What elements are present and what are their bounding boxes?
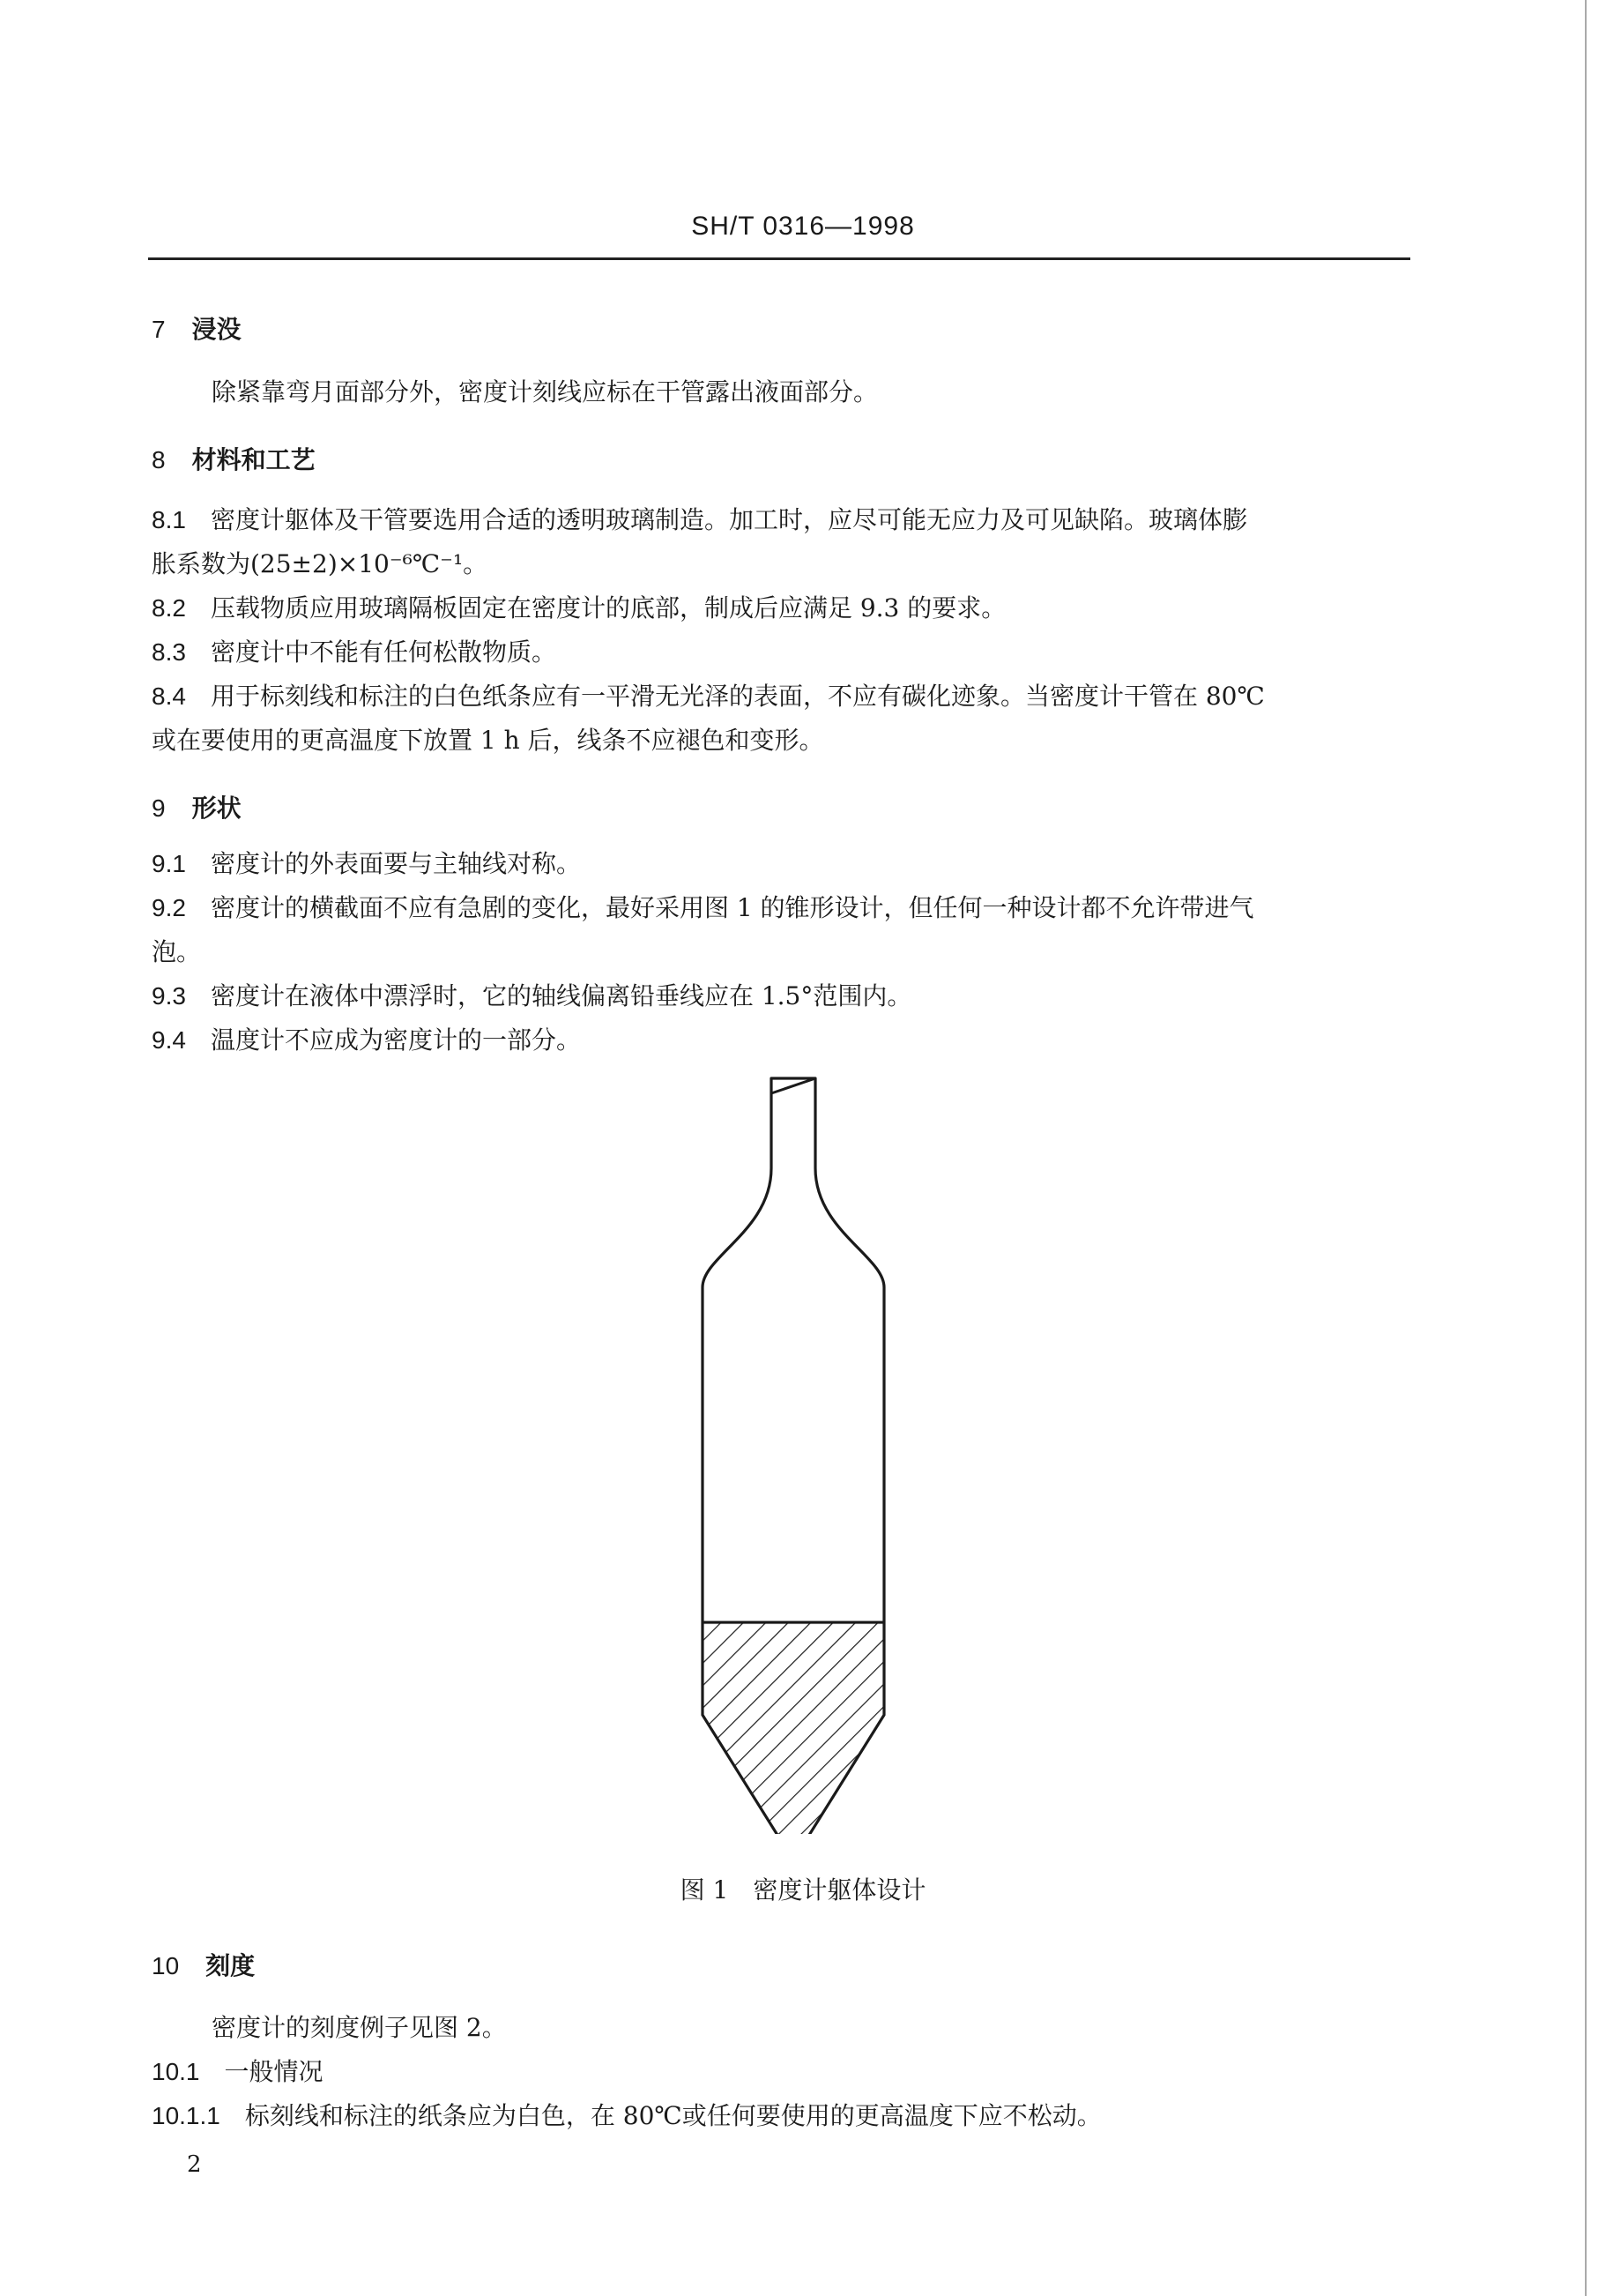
clause-text: 用于标刻线和标注的白色纸条应有一平滑无光泽的表面，不应有碳化迹象。当密度计干管在 80℃ [210, 682, 1265, 711]
stem-top-line [771, 1078, 815, 1093]
header-divider [148, 257, 1410, 260]
clause-8-1-continued: 胀系数为(25±2)×10⁻⁶℃⁻¹。 [152, 549, 488, 578]
clause-number: 8.2 [152, 594, 186, 622]
clause-number: 8.3 [152, 638, 186, 666]
ballast-hatch [703, 1622, 884, 1834]
clause-text: 密度计的横截面不应有急剧的变化，最好采用图 1 的锥形设计，但任何一种设计都不允许带进气 [210, 893, 1254, 922]
clause-number: 8.1 [152, 506, 186, 533]
clause-number: 10.1.1 [152, 2102, 220, 2129]
section-8-heading [152, 441, 316, 476]
clause-8-1 [152, 498, 1412, 542]
clause-number: 9.1 [152, 850, 186, 877]
section-number: 10 [152, 1952, 180, 1979]
clause-9-4 [152, 1018, 1412, 1062]
clause-8-2 [152, 586, 1412, 630]
clause-9-2 [152, 886, 1412, 930]
clause-text: 标刻线和标注的纸条应为白色，在 80℃或任何要使用的更高温度下应不松动。 [244, 2101, 1102, 2130]
section-7-heading [152, 310, 242, 346]
page-edge-line [1585, 0, 1587, 2296]
clause-text: 一般情况 [224, 2057, 323, 2086]
clause-8-4 [152, 675, 1412, 719]
clause-number: 9.2 [152, 894, 186, 921]
clause-8-3 [152, 630, 1412, 675]
clause-9-1 [152, 842, 1412, 886]
hydrometer-body-figure [670, 1067, 934, 1834]
clause-number: 8.4 [152, 682, 186, 710]
standard-code-header: SH/T 0316—1998 [691, 212, 915, 241]
section-9-heading [152, 789, 242, 824]
clause-text: 密度计在液体中漂浮时，它的轴线偏离铅垂线应在 1.5°范围内。 [210, 981, 912, 1010]
section-7-text: 除紧靠弯月面部分外，密度计刻线应标在干管露出液面部分。 [212, 377, 879, 406]
clause-number: 10.1 [152, 2058, 200, 2085]
section-title: 形状 [191, 794, 242, 823]
clause-text: 温度计不应成为密度计的一部分。 [210, 1025, 581, 1055]
section-number: 9 [152, 794, 166, 822]
figure-caption: 图 1 密度计躯体设计 [680, 1875, 926, 1905]
section-number: 7 [152, 316, 166, 343]
clause-text: 密度计的外表面要与主轴线对称。 [210, 849, 581, 878]
section-title: 材料和工艺 [191, 445, 316, 474]
page-number: 2 [187, 2151, 202, 2178]
clause-8-4-continued: 或在要使用的更高温度下放置 1 h 后，线条不应褪色和变形。 [152, 726, 824, 755]
clause-text: 密度计躯体及干管要选用合适的透明玻璃制造。加工时，应尽可能无应力及可见缺陷。玻璃体膨 [210, 505, 1247, 534]
clause-text: 压载物质应用玻璃隔板固定在密度计的底部，制成后应满足 9.3 的要求。 [210, 593, 1007, 622]
section-10-intro: 密度计的刻度例子见图 2。 [212, 2013, 507, 2042]
section-title: 浸没 [191, 315, 242, 344]
clause-9-2-continued: 泡。 [152, 937, 202, 966]
clause-10-1 [152, 2050, 1412, 2094]
clause-text: 密度计中不能有任何松散物质。 [210, 637, 556, 667]
clause-9-3 [152, 974, 1412, 1018]
clause-10-1-1 [152, 2094, 1412, 2138]
section-title: 刻度 [205, 1951, 256, 1980]
clause-number: 9.4 [152, 1026, 186, 1054]
section-10-heading [152, 1947, 255, 1982]
clause-number: 9.3 [152, 982, 186, 1010]
section-number: 8 [152, 446, 166, 473]
